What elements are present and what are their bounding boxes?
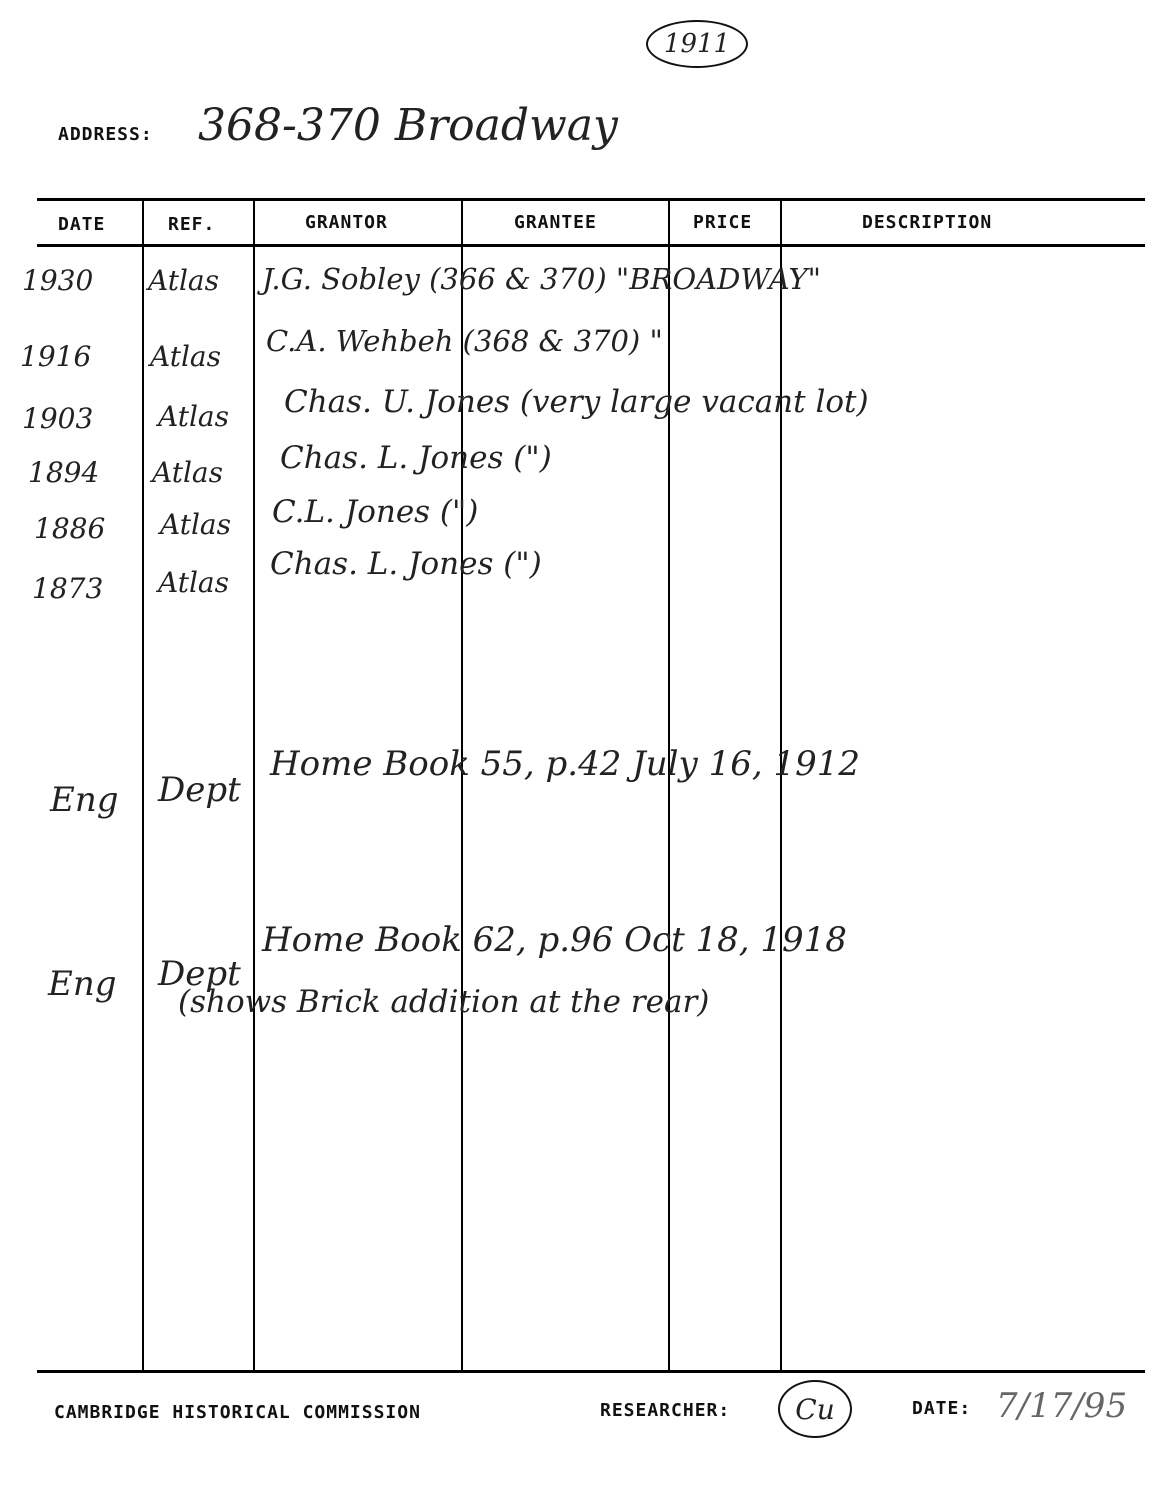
table-bottom-rule — [37, 1370, 1145, 1373]
row-entry: Chas. L. Jones (") — [280, 440, 552, 476]
row-entry: C.A. Wehbeh (368 & 370) " — [266, 324, 663, 358]
table-header-rule — [37, 244, 1145, 247]
row-date: 1886 — [34, 512, 106, 545]
file-number: 1911 — [663, 29, 731, 59]
column-divider-date — [142, 200, 144, 1372]
date-value: 7/17/95 — [996, 1386, 1128, 1426]
row-date: 1903 — [22, 402, 94, 435]
row-entry: Home Book 62, p.96 Oct 18, 1918 — [262, 920, 847, 960]
researcher-initials-circle — [778, 1380, 852, 1438]
header-date: DATE — [58, 214, 106, 235]
header-price: PRICE — [693, 212, 753, 233]
row-date: 1873 — [32, 572, 104, 605]
row-ref: Dept — [158, 770, 241, 810]
row-date: 1894 — [28, 456, 100, 489]
column-divider-grantee — [668, 200, 670, 1372]
row-date: Eng — [50, 780, 119, 820]
row-ref: Atlas — [150, 340, 221, 373]
researcher-label: RESEARCHER: — [600, 1400, 731, 1421]
header-grantor: GRANTOR — [305, 212, 388, 233]
row-entry: Chas. U. Jones (very large vacant lot) — [284, 384, 869, 420]
row-entry: Home Book 55, p.42 July 16, 1912 — [270, 744, 860, 784]
column-divider-price — [780, 200, 782, 1372]
row-ref: Atlas — [158, 400, 229, 433]
address-label: ADDRESS: — [58, 124, 153, 145]
row-ref: Atlas — [158, 566, 229, 599]
row-entry: C.L. Jones (") — [272, 494, 479, 530]
header-grantee: GRANTEE — [514, 212, 597, 233]
column-divider-grantor — [461, 200, 463, 1372]
file-number-stamp — [646, 20, 748, 68]
row-ref: Atlas — [152, 456, 223, 489]
header-ref: REF. — [168, 214, 216, 235]
date-label: DATE: — [912, 1398, 972, 1419]
row-ref: Dept — [158, 954, 241, 994]
row-ref: Atlas — [160, 508, 231, 541]
row-entry: Chas. L. Jones (") — [270, 546, 542, 582]
commission-name: CAMBRIDGE HISTORICAL COMMISSION — [54, 1402, 421, 1423]
row-entry: J.G. Sobley (366 & 370) "BROADWAY" — [262, 262, 821, 296]
column-divider-ref — [253, 200, 255, 1372]
row-date: 1916 — [20, 340, 92, 373]
researcher-initials: Cu — [795, 1392, 835, 1426]
address-value: 368-370 Broadway — [198, 100, 618, 151]
row-date: 1930 — [22, 264, 94, 297]
table-top-rule — [37, 198, 1145, 201]
row-date: Eng — [48, 964, 117, 1004]
header-description: DESCRIPTION — [862, 212, 993, 233]
row-note: (shows Brick addition at the rear) — [178, 984, 710, 1020]
row-ref: Atlas — [148, 264, 219, 297]
